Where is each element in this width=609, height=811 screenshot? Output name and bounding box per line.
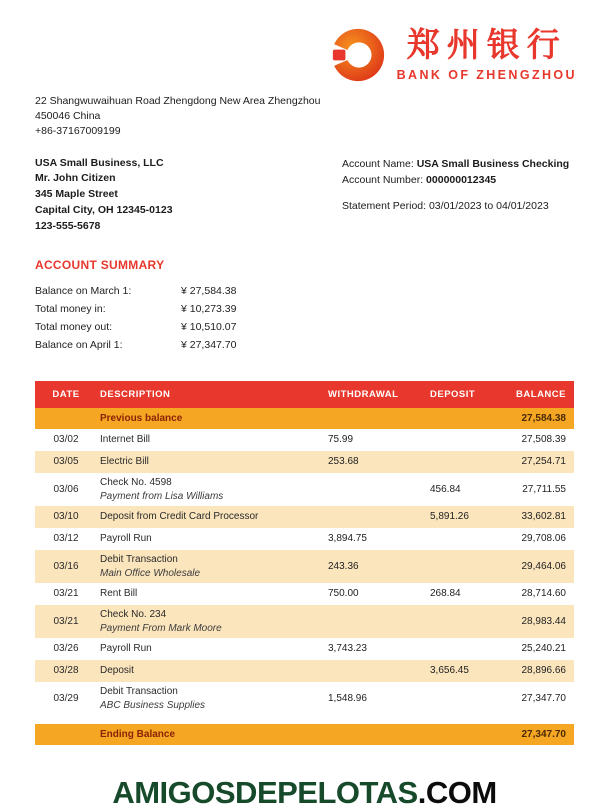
transaction-balance: 29,708.06: [521, 533, 566, 545]
watermark: [0, 775, 609, 811]
summary-value: ¥ 10,273.39: [181, 303, 237, 316]
transaction-title: Check No. 4598: [100, 476, 172, 488]
account-summary-title: ACCOUNT SUMMARY: [35, 258, 165, 273]
transaction-description: [97, 609, 325, 634]
ending-balance-label: Ending Balance: [100, 728, 176, 740]
transaction-balance: 33,602.81: [521, 511, 566, 523]
transaction-row: [35, 605, 574, 638]
transaction-balance: 29,464.06: [521, 560, 566, 572]
transaction-date: 03/16: [53, 560, 79, 572]
transaction-date: 03/21: [53, 588, 79, 600]
transaction-row: [35, 429, 574, 451]
summary-label: Balance on March 1:: [35, 285, 132, 298]
summary-label: Total money out:: [35, 321, 113, 334]
summary-row: [35, 319, 574, 337]
transaction-withdrawal: 3,743.23: [328, 643, 367, 655]
transaction-description: [97, 686, 325, 711]
account-name-label: Account Name:: [342, 157, 414, 170]
transaction-note: ABC Business Supplies: [100, 699, 206, 711]
transaction-balance: 28,714.60: [521, 588, 566, 600]
summary-row: [35, 337, 574, 355]
transaction-withdrawal: 1,548.96: [328, 692, 367, 704]
transaction-title: Internet Bill: [100, 434, 151, 446]
transaction-balance: 28,896.66: [521, 665, 566, 677]
transaction-title: Rent Bill: [100, 588, 138, 600]
summary-label: Total money in:: [35, 303, 106, 316]
transaction-title: Debit Transaction: [100, 685, 178, 697]
transaction-date: 03/06: [53, 483, 79, 495]
transaction-title: Check No. 234: [100, 608, 167, 620]
transaction-balance: 27,347.70: [521, 692, 566, 704]
transactions-body: [35, 429, 574, 715]
transaction-row: [35, 660, 574, 682]
summary-value: ¥ 27,584.38: [181, 285, 237, 298]
transaction-description: [97, 434, 325, 445]
account-number-line: [342, 172, 574, 188]
transaction-balance: 28,983.44: [521, 615, 566, 627]
ending-balance-value: 27,347.70: [521, 728, 566, 740]
account-name-line: [342, 156, 574, 172]
bank-address: [35, 94, 574, 140]
col-header-deposit: DEPOSIT: [430, 388, 476, 400]
transaction-deposit: 268.84: [430, 588, 461, 600]
transaction-date: 03/05: [53, 456, 79, 468]
previous-balance-row: [35, 408, 574, 429]
account-block: [342, 156, 574, 235]
transaction-deposit: 456.84: [430, 483, 461, 495]
transaction-description: [97, 665, 325, 676]
transaction-description: [97, 533, 325, 544]
previous-balance-label: Previous balance: [100, 412, 183, 424]
col-header-withdrawal: WITHDRAWAL: [328, 388, 399, 400]
transaction-description: [97, 643, 325, 654]
bank-name-english: BANK OF ZHENGZHOU: [396, 67, 577, 82]
transaction-date: 03/26: [53, 643, 79, 655]
bank-logo-icon: [329, 26, 387, 84]
col-header-balance: BALANCE: [516, 388, 566, 400]
summary-value: ¥ 27,347.70: [181, 338, 237, 351]
transaction-title: Deposit: [100, 665, 134, 677]
bank-name-block: [397, 26, 577, 82]
transaction-withdrawal: 3,894.75: [328, 533, 367, 545]
transactions-table: [35, 381, 574, 745]
bank-address-line1: 22 Shangwuwaihuan Road Zhengdong New Area Zhengzhou: [35, 95, 321, 107]
summary-label: Balance on April 1:: [35, 338, 123, 351]
transaction-withdrawal: 243.36: [328, 560, 359, 572]
info-row: [35, 156, 574, 235]
transaction-row: [35, 528, 574, 550]
transaction-row: [35, 451, 574, 473]
transaction-date: 03/12: [53, 533, 79, 545]
bank-address-line2: 450046 China: [35, 110, 101, 123]
account-number-label: Account Number:: [342, 173, 424, 186]
table-spacer: [35, 715, 574, 724]
customer-name: Mr. John Citizen: [35, 172, 116, 185]
transaction-title: Payroll Run: [100, 643, 152, 655]
statement-period-value: 03/01/2023 to 04/01/2023: [428, 200, 549, 213]
transaction-note: Main Office Wholesale: [100, 567, 201, 579]
statement-period-label: Statement Period:: [342, 200, 427, 213]
summary-value: ¥ 10,510.07: [181, 321, 237, 334]
transaction-row: [35, 638, 574, 660]
transaction-title: Electric Bill: [100, 456, 149, 468]
summary-row: [35, 301, 574, 319]
transaction-date: 03/29: [53, 692, 79, 704]
transaction-description: [97, 554, 325, 579]
customer-company: USA Small Business, LLC: [35, 156, 164, 169]
transaction-balance: 25,240.21: [521, 643, 566, 655]
transaction-title: Payroll Run: [100, 533, 152, 545]
transaction-withdrawal: 253.68: [328, 456, 359, 468]
transaction-note: Payment from Lisa Williams: [100, 490, 224, 502]
transaction-balance: 27,711.55: [522, 483, 566, 495]
transaction-balance: 27,508.39: [521, 434, 566, 446]
transaction-deposit: 3,656.45: [430, 665, 469, 677]
col-header-date: DATE: [52, 388, 80, 400]
watermark-main-text: AMIGOSDEPELOTAS: [112, 774, 418, 810]
customer-city: Capital City, OH 12345-0123: [35, 203, 173, 216]
transaction-description: [97, 477, 325, 502]
transaction-date: 03/10: [53, 511, 79, 523]
col-header-description: DESCRIPTION: [100, 388, 171, 400]
transaction-row: [35, 473, 574, 506]
bank-phone: +86-37167009199: [35, 125, 121, 138]
transaction-description: [97, 456, 325, 467]
transaction-row: [35, 583, 574, 605]
transaction-title: Debit Transaction: [100, 553, 178, 565]
transaction-description: [97, 588, 325, 599]
transaction-row: [35, 506, 574, 528]
transaction-date: 03/02: [53, 434, 79, 446]
transaction-row: [35, 682, 574, 715]
statement-period-line: [342, 198, 574, 214]
account-summary: [35, 283, 574, 354]
transaction-description: [97, 511, 325, 522]
customer-street: 345 Maple Street: [35, 188, 118, 201]
transaction-title: Deposit from Credit Card Processor: [100, 511, 259, 523]
transaction-note: Payment From Mark Moore: [100, 622, 222, 634]
bank-name-chinese: 郑州银行: [406, 25, 567, 64]
transaction-date: 03/21: [53, 615, 79, 627]
ending-balance-row: [35, 724, 574, 745]
transactions-header: [35, 381, 574, 408]
customer-block: [35, 156, 173, 235]
customer-phone: 123-555-5678: [35, 219, 101, 232]
account-name-value: USA Small Business Checking: [416, 157, 570, 170]
header: [0, 0, 609, 84]
transaction-withdrawal: 750.00: [328, 588, 359, 600]
transaction-date: 03/28: [53, 665, 79, 677]
transaction-withdrawal: 75.99: [328, 434, 354, 446]
transaction-balance: 27,254.71: [521, 456, 566, 468]
transaction-row: [35, 550, 574, 583]
transaction-deposit: 5,891.26: [430, 511, 469, 523]
account-number-value: 000000012345: [426, 173, 497, 186]
summary-row: [35, 283, 574, 301]
watermark-suffix-text: .COM: [417, 774, 497, 810]
previous-balance-value: 27,584.38: [521, 412, 566, 424]
bank-brand: [329, 26, 577, 84]
